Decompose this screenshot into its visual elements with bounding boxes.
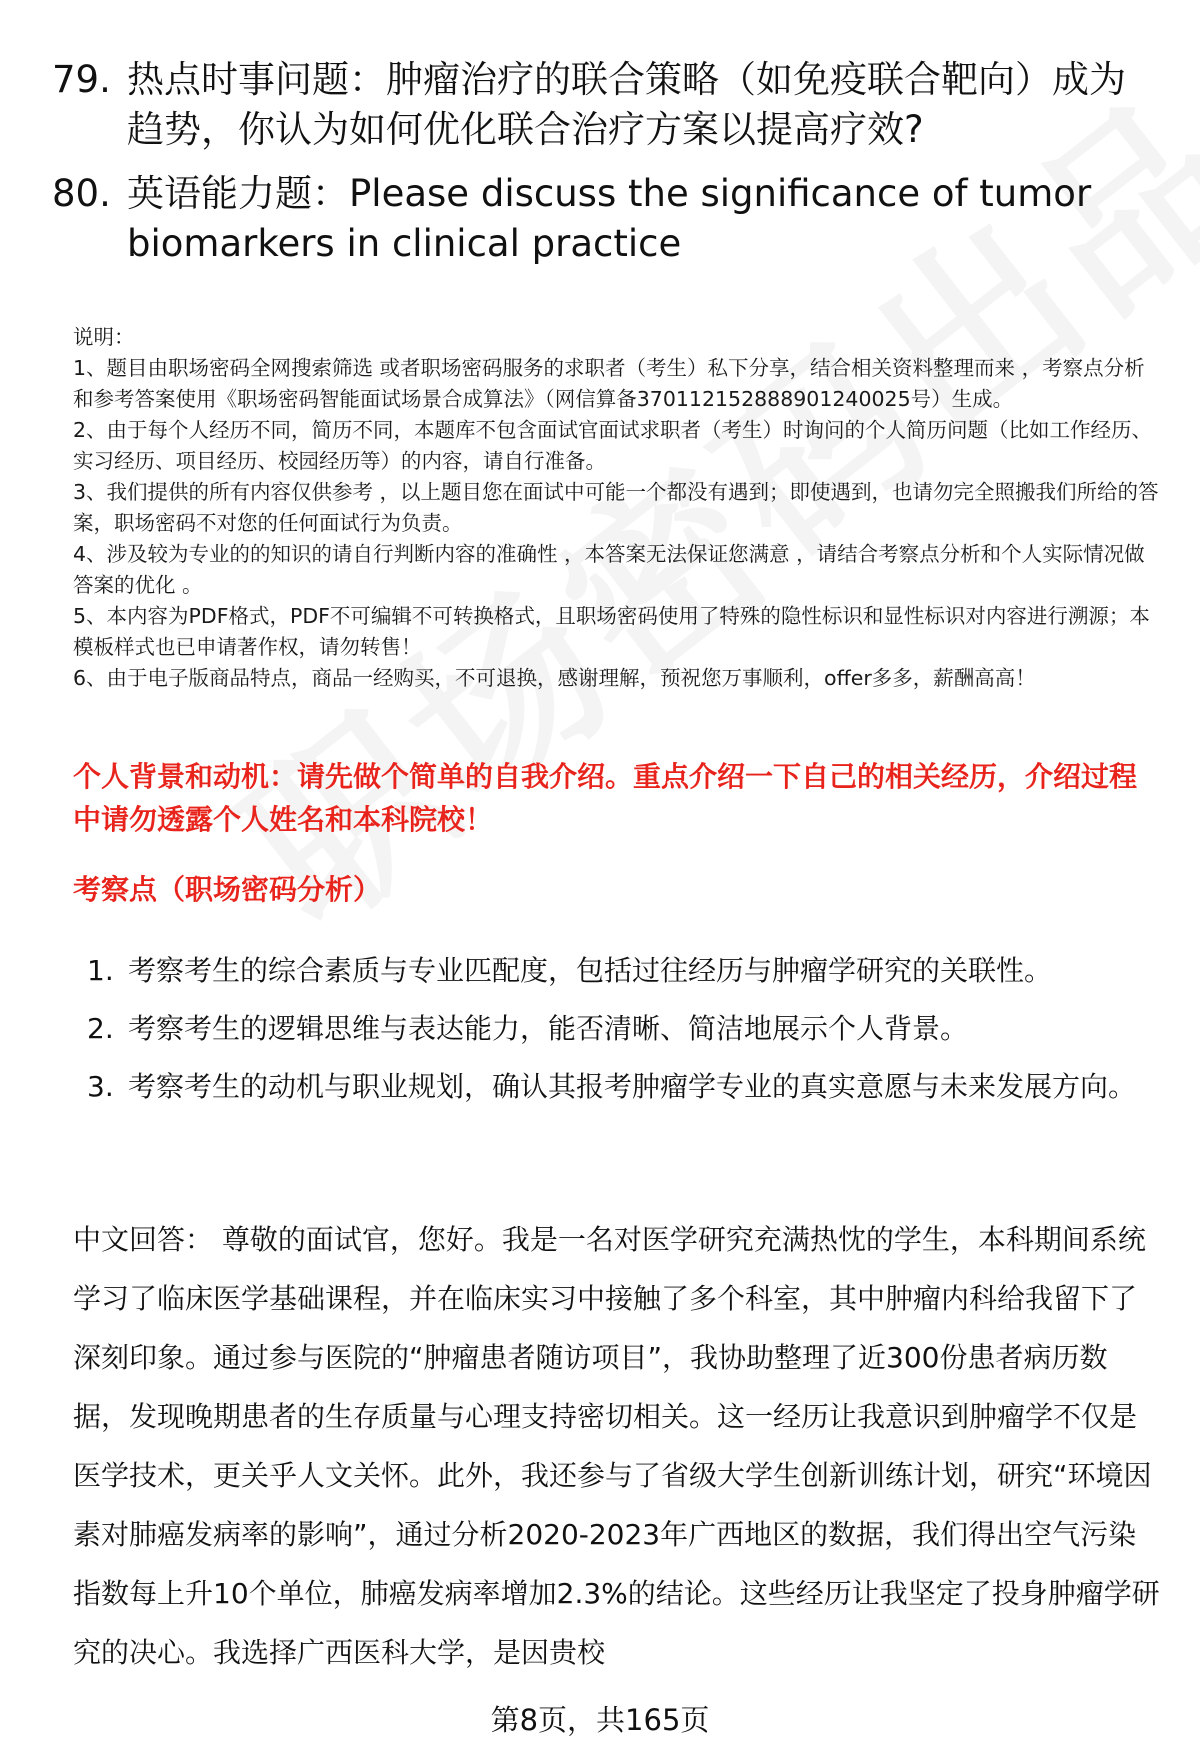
question-80	[52, 169, 1162, 269]
note-item: 3、我们提供的所有内容仅供参考 ，以上题目您在面试中可能一个都没有遇到；即使遇到，也请勿完全照搬我们所给的答案，职场密码不对您的任何面试行为负责。	[73, 480, 1159, 535]
notes-title: 说明：	[73, 325, 135, 349]
section-question: 个人背景和动机：请先做个简单的自我介绍。重点介绍一下自己的相关经历，介绍过程中请勿透露个人姓名和本科院校！	[73, 760, 1138, 836]
disclaimer-notes	[73, 322, 1163, 694]
assessment-points-list	[73, 942, 1163, 1116]
question-text: 热点时事问题：肿瘤治疗的联合策略（如免疫联合靶向）成为趋势，你认为如何优化联合治疗方案以提高疗效?	[127, 58, 1126, 151]
point-text: 考察考生的综合素质与专业匹配度，包括过往经历与肿瘤学研究的关联性。	[128, 954, 1053, 987]
note-item: 2、由于每个人经历不同，简历不同，本题库不包含面试官面试求职者（考生）时询问的个人简历问题（比如工作经历、实习经历、项目经历、校园经历等）的内容，请自行准备。	[73, 418, 1153, 473]
question-number: 80.	[52, 172, 111, 215]
question-number: 79.	[52, 58, 111, 101]
list-item	[73, 1058, 1163, 1116]
point-number: 2.	[87, 1012, 114, 1045]
note-item: 5、本内容为PDF格式，PDF不可编辑不可转换格式，且职场密码使用了特殊的隐性标识和显性标识对内容进行溯源；本模板样式也已申请著作权，请勿转售！	[73, 604, 1150, 659]
point-number: 3.	[87, 1070, 114, 1103]
note-item: 4、涉及较为专业的的知识的请自行判断内容的准确性 ，本答案无法保证您满意 ，请结合考察点分析和个人实际情况做答案的优化 。	[73, 542, 1145, 597]
point-text: 考察考生的动机与职业规划，确认其报考肿瘤学专业的真实意愿与未来发展方向。	[128, 1070, 1137, 1103]
page-number: 第8页，共165页	[490, 1703, 710, 1737]
note-item: 1、题目由职场密码全网搜索筛选 或者职场密码服务的求职者（考生）私下分享，结合相关资料整理而来 ，考察点分析和参考答案使用《职场密码智能面试场景合成算法》（网信算备370112152888901240025号）生成。	[73, 356, 1145, 411]
list-item	[73, 942, 1163, 1000]
point-text: 考察考生的逻辑思维与表达能力，能否清晰、简洁地展示个人背景。	[128, 1012, 969, 1045]
question-text: 英语能力题：Please discuss the significance of tumor biomarkers in clinical practice	[127, 172, 1092, 265]
point-number: 1.	[87, 954, 114, 987]
note-item: 6、由于电子版商品特点，商品一经购买，不可退换，感谢理解，预祝您万事顺利，offer多多，薪酬高高！	[73, 666, 1036, 690]
question-79	[52, 55, 1162, 155]
answer-paragraph: 中文回答： 尊敬的面试官，您好。我是一名对医学研究充满热忱的学生，本科期间系统学习了临床医学基础课程，并在临床实习中接触了多个科室，其中肿瘤内科给我留下了深刻印象。通过参与医院的“肿瘤患者随访项目”，我协助整理了近300份患者病历数据，发现晚期患者的生存质量与心理支持密切相关。这一经历让我意识到肿瘤学不仅是医学技术，更关乎人文关怀。此外，我还参与了省级大学生创新训练计划，研究“环境因素对肺癌发病率的影响”，通过分析2020-2023年广西地区的数据，我们得出空气污染指数每上升10个单位，肺癌发病率增加2.3%的结论。这些经历让我坚定了投身肿瘤学研究的决心。我选择广西医科大学，是因贵校	[73, 1223, 1160, 1669]
list-item	[73, 1000, 1163, 1058]
section-points-title: 考察点（职场密码分析）	[73, 873, 382, 906]
